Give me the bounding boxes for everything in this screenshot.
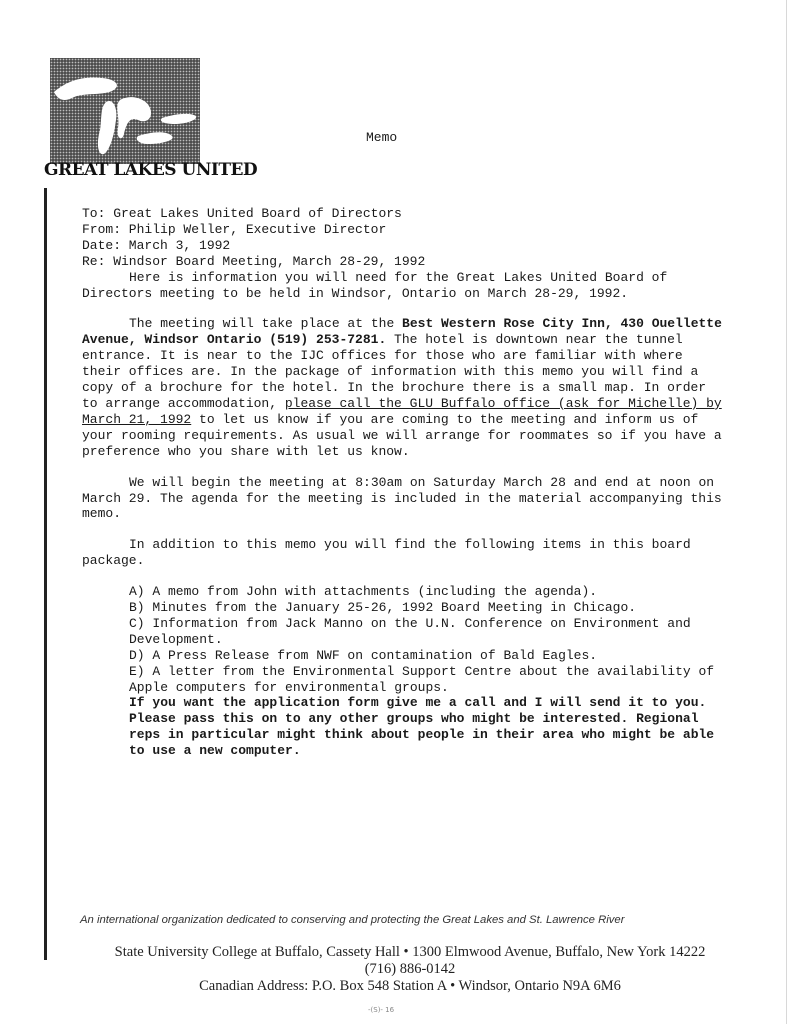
re-line: Re: Windsor Board Meeting, March 28-29, 1992 [82, 253, 426, 269]
list-item: C) Information from Jack Manno on the U.N. Conference on Environment and Development. [129, 615, 691, 647]
list-item: B) Minutes from the January 25-26, 1992 Board Meeting in Chicago. [129, 600, 637, 616]
memo-body [82, 206, 722, 759]
letterhead-left-rule [44, 188, 47, 960]
union-bug: -(S)- 16 [368, 1006, 395, 1014]
page-edge [786, 0, 787, 1024]
paragraph-intro: Here is information you will need for the Great Lakes United Board of Directors meeting to be held in Windsor, Ontario on March 28-29, 1992. [82, 269, 668, 301]
paragraph-package: In addition to this memo you will find the following items in this board package. [82, 537, 691, 569]
organization-wordmark: GREAT LAKES UNITED [44, 160, 258, 180]
footer-tagline: An international organization dedicated to conserving and protecting the Great Lakes and St. Lawrence River [80, 914, 625, 926]
list-item: A) A memo from John with attachments (including the agenda). [129, 584, 598, 600]
canadian-address: Canadian Address: P.O. Box 548 Station A • Windsor, Ontario N9A 6M6 [199, 978, 621, 994]
footer-address-block [60, 944, 760, 995]
great-lakes-map-logo [50, 58, 200, 164]
list-item: E) A letter from the Environmental Support Centre about the availability of Apple computers for environmental groups. [129, 663, 715, 695]
to-line: To: Great Lakes United Board of Directors [82, 206, 402, 221]
venue-text-c: to let us know if you are coming to the meeting and inform us of your rooming requirements. As usual we will arrange for roommates so if you have a preference who you share with let us know. [82, 411, 722, 459]
from-line: From: Philip Weller, Executive Director [82, 221, 387, 237]
memo-title: Memo [366, 130, 398, 145]
phone-number: (716) 886-0142 [364, 961, 456, 977]
application-form-note: If you want the application form give me a call and I will send it to you. Please pass this on to any other groups who might be interested. Regional reps in particular might think about people in their area who might be able to use a new computer. [129, 695, 715, 759]
paragraph-schedule: We will begin the meeting at 8:30am on Saturday March 28 and end at noon on March 29. The agenda for the meeting is included in the material accompanying this memo. [82, 474, 722, 522]
venue-hotel-address: Best Western Rose City Inn, 430 Ouellette Avenue, Windsor Ontario (519) 253-7281. [82, 316, 722, 348]
venue-rsvp-instruction: please call the GLU Buffalo office (ask for Michelle) by March 21, 1992 [82, 395, 722, 427]
paragraph-venue [82, 316, 722, 459]
date-line: Date: March 3, 1992 [82, 237, 231, 253]
venue-text-a: The meeting will take place at the [129, 316, 403, 332]
list-item-note [129, 695, 722, 759]
memo-header [82, 206, 722, 270]
package-item-list [129, 584, 722, 759]
us-address: State University College at Buffalo, Cassety Hall • 1300 Elmwood Avenue, Buffalo, New York 14222 [114, 944, 706, 960]
venue-text-b: The hotel is downtown near the tunnel entrance. It is near to the IJC offices for those who are familiar with where their offices are. In the package of information with this memo you will find a copy of a brochure for the hotel. In the brochure there is a small map. In order to arrange accommodation, [82, 332, 707, 411]
list-item: D) A Press Release from NWF on contamination of Bald Eagles. [129, 647, 598, 663]
